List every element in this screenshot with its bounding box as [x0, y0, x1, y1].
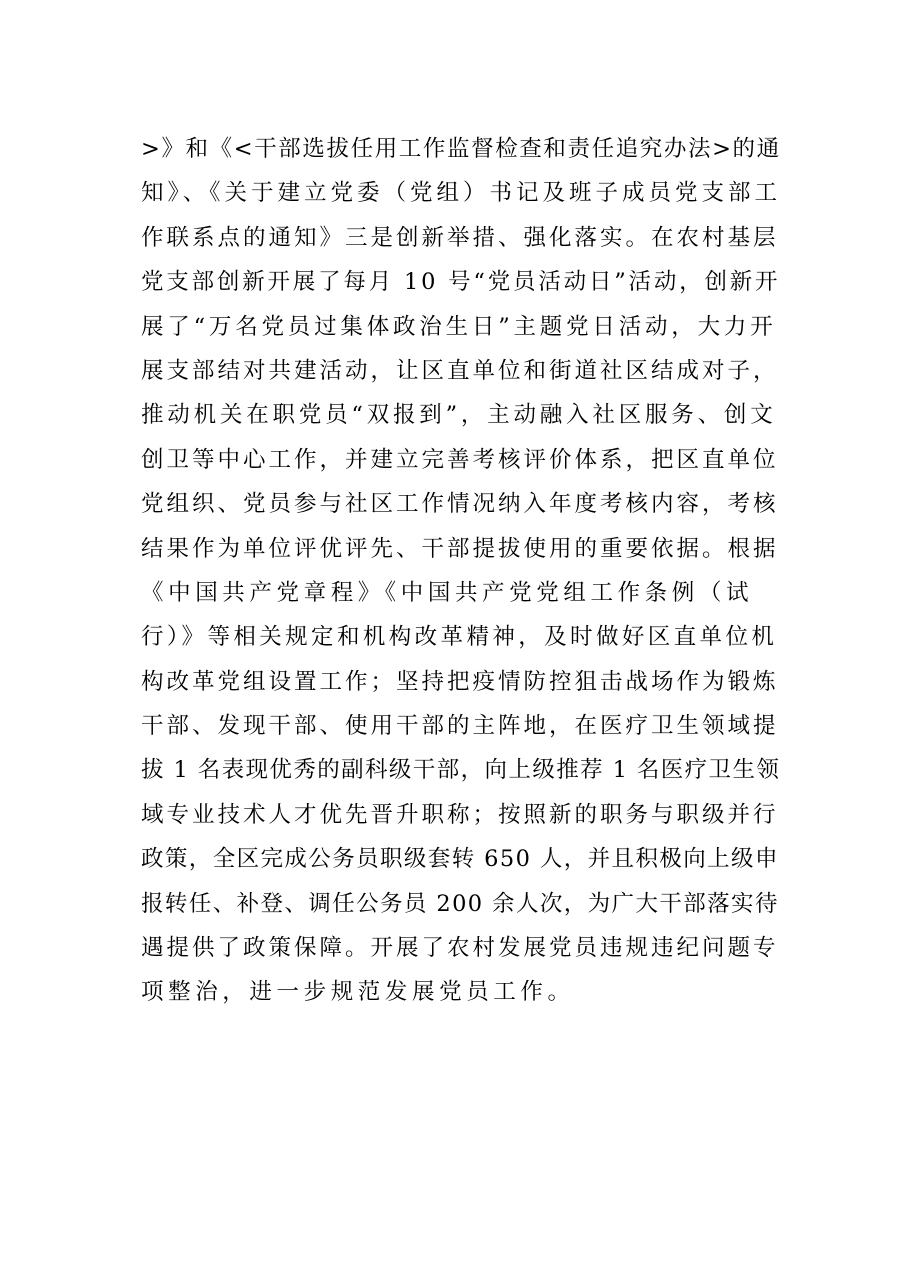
- text-line: 构改革党组设置工作；坚持把疫情防控狙击战场作为锻炼: [141, 668, 779, 695]
- text-line: >》和《<干部选拔任用工作监督检查和责任追究办法>的通: [141, 136, 781, 162]
- text-line: 推动机关在职党员“双报到”，主动融入社区服务、创文: [141, 402, 777, 429]
- text-line: 党支部创新开展了每月 10 号“党员活动日”活动，创新开: [141, 269, 781, 296]
- text-line: 域专业技术人才优先晋升职称；按照新的职务与职级并行: [141, 801, 779, 828]
- body-paragraph: [141, 127, 781, 1015]
- text-line: 展支部结对共建活动，让区直单位和街道社区结成对子，: [141, 357, 779, 384]
- text-line: 遇提供了政策保障。开展了农村发展党员违规违纪问题专: [141, 935, 779, 962]
- text-line: 干部、发现干部、使用干部的主阵地，在医疗卫生领域提: [141, 713, 779, 740]
- text-line: 行）》等相关规定和机构改革精神，及时做好区直单位机: [141, 624, 778, 651]
- text-line: 展了“万名党员过集体政治生日”主题党日活动，大力开: [141, 313, 777, 340]
- text-line: 项整治，进一步规范发展党员工作。: [141, 979, 575, 1006]
- text-line: 结果作为单位评优评先、干部提拔使用的重要依据。根据: [141, 535, 779, 562]
- text-line: 创卫等中心工作，并建立完善考核评价体系，把区直单位: [141, 446, 779, 473]
- text-line: 党组织、党员参与社区工作情况纳入年度考核内容，考核: [141, 491, 779, 518]
- text-line: 作联系点的通知》三是创新举措、强化落实。在农村基层: [141, 224, 779, 251]
- text-line: 《中国共产党章程》《中国共产党党组工作条例（试: [141, 579, 754, 606]
- text-line: 拔 1 名表现优秀的副科级干部，向上级推荐 1 名医疗卫生领: [141, 757, 781, 784]
- text-line: 报转任、补登、调任公务员 200 余人次，为广大干部落实待: [141, 890, 779, 917]
- text-line: 政策，全区完成公务员职级套转 650 人，并且积极向上级申: [141, 846, 779, 873]
- text-line: 知》、《关于建立党委（党组）书记及班子成员党支部工: [141, 180, 782, 207]
